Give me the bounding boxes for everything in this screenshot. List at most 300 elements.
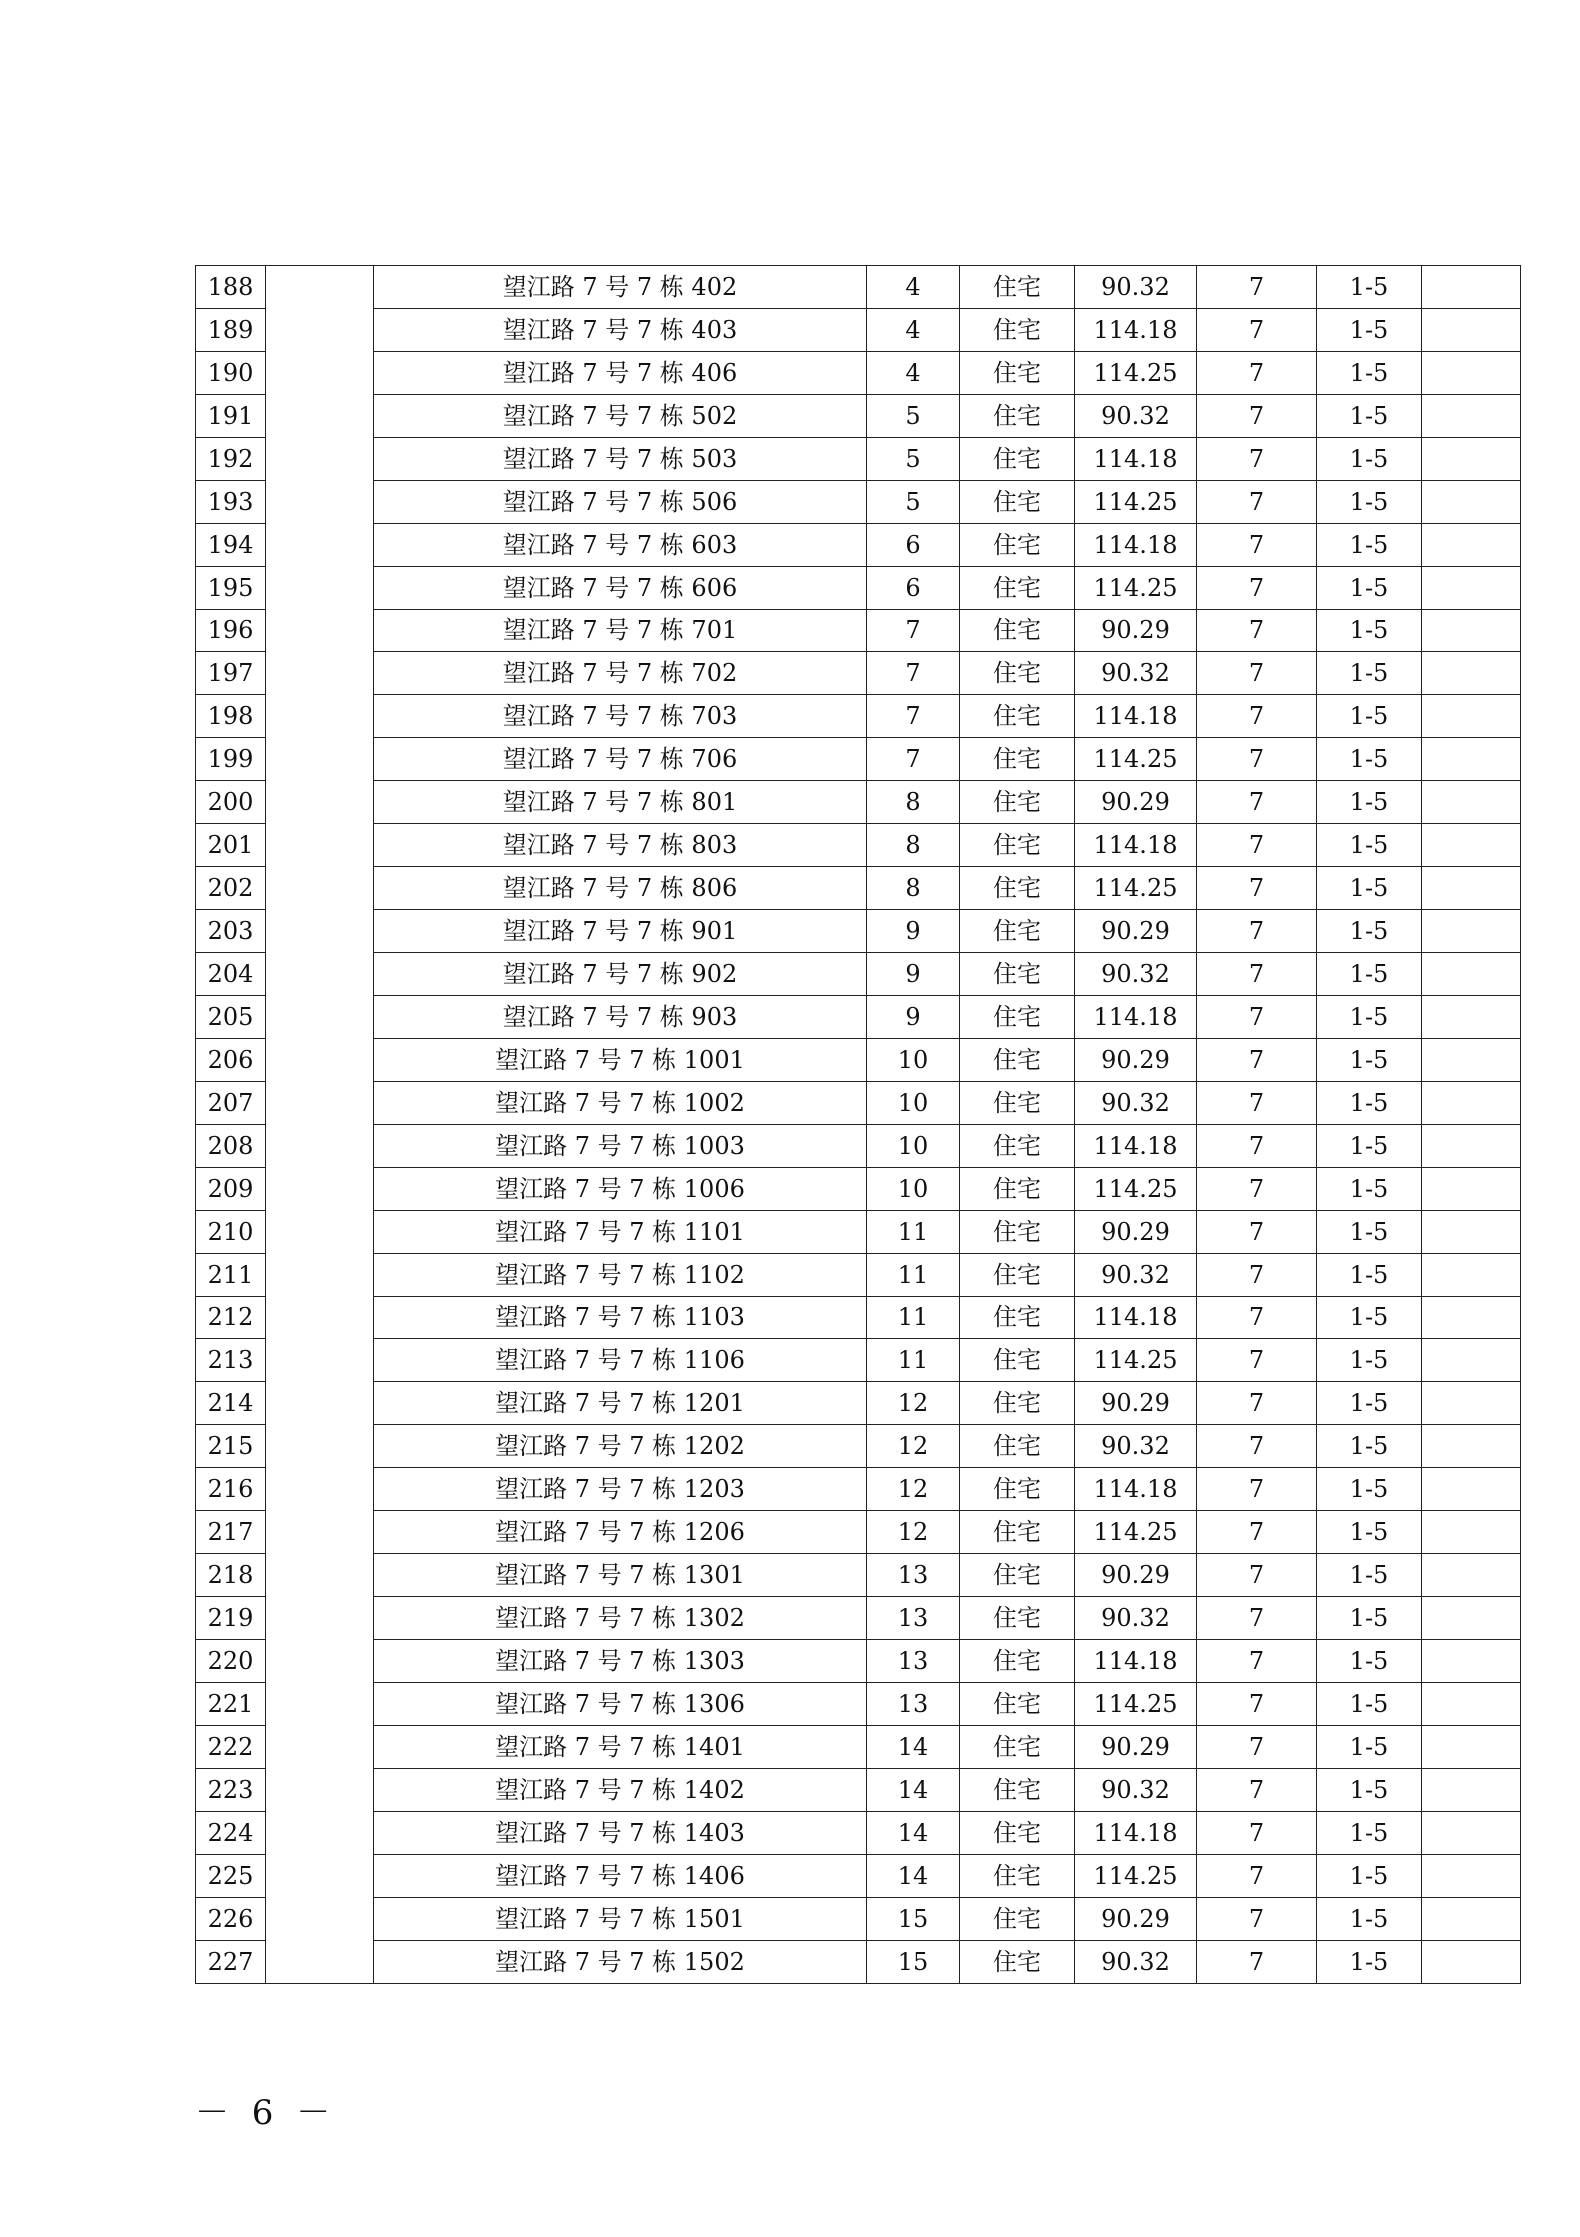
table-row bbox=[196, 1725, 1521, 1768]
remark-cell bbox=[1422, 351, 1521, 394]
range-cell: 1-5 bbox=[1317, 1253, 1422, 1296]
range-cell: 1-5 bbox=[1317, 1725, 1422, 1768]
row-number-cell: 190 bbox=[196, 351, 266, 394]
row-number-cell: 226 bbox=[196, 1897, 266, 1940]
area-cell: 114.18 bbox=[1075, 523, 1197, 566]
address-cell: 望江路 7 号 7 栋 702 bbox=[374, 652, 867, 695]
row-number-cell: 195 bbox=[196, 566, 266, 609]
remark-cell bbox=[1422, 1081, 1521, 1124]
address-cell: 望江路 7 号 7 栋 1103 bbox=[374, 1296, 867, 1339]
floor-cell: 7 bbox=[867, 609, 960, 652]
use-cell: 住宅 bbox=[960, 1081, 1075, 1124]
floor-cell: 8 bbox=[867, 781, 960, 824]
count-cell: 7 bbox=[1197, 1382, 1317, 1425]
use-cell: 住宅 bbox=[960, 1339, 1075, 1382]
range-cell: 1-5 bbox=[1317, 1167, 1422, 1210]
remark-cell bbox=[1422, 995, 1521, 1038]
address-cell: 望江路 7 号 7 栋 1203 bbox=[374, 1468, 867, 1511]
floor-cell: 11 bbox=[867, 1210, 960, 1253]
range-cell: 1-5 bbox=[1317, 1682, 1422, 1725]
count-cell: 7 bbox=[1197, 351, 1317, 394]
use-cell: 住宅 bbox=[960, 308, 1075, 351]
address-cell: 望江路 7 号 7 栋 403 bbox=[374, 308, 867, 351]
table-row bbox=[196, 566, 1521, 609]
count-cell: 7 bbox=[1197, 1124, 1317, 1167]
row-number-cell: 198 bbox=[196, 695, 266, 738]
range-cell: 1-5 bbox=[1317, 738, 1422, 781]
table-row bbox=[196, 910, 1521, 953]
remark-cell bbox=[1422, 1940, 1521, 1983]
table-row bbox=[196, 394, 1521, 437]
count-cell: 7 bbox=[1197, 1682, 1317, 1725]
area-cell: 90.32 bbox=[1075, 1253, 1197, 1296]
table-row bbox=[196, 1124, 1521, 1167]
count-cell: 7 bbox=[1197, 995, 1317, 1038]
count-cell: 7 bbox=[1197, 523, 1317, 566]
table-row bbox=[196, 480, 1521, 523]
remark-cell bbox=[1422, 824, 1521, 867]
use-cell: 住宅 bbox=[960, 1682, 1075, 1725]
row-number-cell: 207 bbox=[196, 1081, 266, 1124]
count-cell: 7 bbox=[1197, 1940, 1317, 1983]
count-cell: 7 bbox=[1197, 910, 1317, 953]
address-cell: 望江路 7 号 7 栋 1406 bbox=[374, 1854, 867, 1897]
use-cell: 住宅 bbox=[960, 867, 1075, 910]
use-cell: 住宅 bbox=[960, 1640, 1075, 1683]
table-row bbox=[196, 1210, 1521, 1253]
remark-cell bbox=[1422, 910, 1521, 953]
use-cell: 住宅 bbox=[960, 738, 1075, 781]
area-cell: 90.32 bbox=[1075, 1597, 1197, 1640]
remark-cell bbox=[1422, 1640, 1521, 1683]
floor-cell: 7 bbox=[867, 738, 960, 781]
table-row bbox=[196, 1597, 1521, 1640]
table-row bbox=[196, 609, 1521, 652]
floor-cell: 11 bbox=[867, 1339, 960, 1382]
range-cell: 1-5 bbox=[1317, 351, 1422, 394]
row-number-cell: 200 bbox=[196, 781, 266, 824]
count-cell: 7 bbox=[1197, 953, 1317, 996]
area-cell: 114.18 bbox=[1075, 437, 1197, 480]
row-number-cell: 224 bbox=[196, 1811, 266, 1854]
address-cell: 望江路 7 号 7 栋 803 bbox=[374, 824, 867, 867]
table-row bbox=[196, 1511, 1521, 1554]
floor-cell: 10 bbox=[867, 1081, 960, 1124]
row-number-cell: 208 bbox=[196, 1124, 266, 1167]
range-cell: 1-5 bbox=[1317, 609, 1422, 652]
range-cell: 1-5 bbox=[1317, 824, 1422, 867]
count-cell: 7 bbox=[1197, 308, 1317, 351]
row-number-cell: 204 bbox=[196, 953, 266, 996]
remark-cell bbox=[1422, 1124, 1521, 1167]
table-row bbox=[196, 1640, 1521, 1683]
row-number-cell: 221 bbox=[196, 1682, 266, 1725]
use-cell: 住宅 bbox=[960, 351, 1075, 394]
range-cell: 1-5 bbox=[1317, 1854, 1422, 1897]
floor-cell: 8 bbox=[867, 824, 960, 867]
address-cell: 望江路 7 号 7 栋 1201 bbox=[374, 1382, 867, 1425]
floor-cell: 5 bbox=[867, 480, 960, 523]
remark-cell bbox=[1422, 566, 1521, 609]
table-row bbox=[196, 1296, 1521, 1339]
count-cell: 7 bbox=[1197, 437, 1317, 480]
floor-cell: 13 bbox=[867, 1554, 960, 1597]
use-cell: 住宅 bbox=[960, 695, 1075, 738]
count-cell: 7 bbox=[1197, 1210, 1317, 1253]
range-cell: 1-5 bbox=[1317, 1210, 1422, 1253]
range-cell: 1-5 bbox=[1317, 1640, 1422, 1683]
table-row bbox=[196, 738, 1521, 781]
row-number-cell: 220 bbox=[196, 1640, 266, 1683]
area-cell: 114.25 bbox=[1075, 566, 1197, 609]
area-cell: 114.18 bbox=[1075, 824, 1197, 867]
floor-cell: 6 bbox=[867, 523, 960, 566]
range-cell: 1-5 bbox=[1317, 1554, 1422, 1597]
row-number-cell: 197 bbox=[196, 652, 266, 695]
area-cell: 90.32 bbox=[1075, 1768, 1197, 1811]
area-cell: 114.25 bbox=[1075, 1511, 1197, 1554]
table-row bbox=[196, 1940, 1521, 1983]
use-cell: 住宅 bbox=[960, 652, 1075, 695]
table-row bbox=[196, 437, 1521, 480]
table-row bbox=[196, 308, 1521, 351]
remark-cell bbox=[1422, 1854, 1521, 1897]
floor-cell: 15 bbox=[867, 1897, 960, 1940]
count-cell: 7 bbox=[1197, 867, 1317, 910]
floor-cell: 9 bbox=[867, 953, 960, 996]
count-cell: 7 bbox=[1197, 1296, 1317, 1339]
area-cell: 114.25 bbox=[1075, 480, 1197, 523]
page-number: － 6 － bbox=[195, 2093, 337, 2133]
remark-cell bbox=[1422, 1038, 1521, 1081]
area-cell: 90.29 bbox=[1075, 1382, 1197, 1425]
address-cell: 望江路 7 号 7 栋 1302 bbox=[374, 1597, 867, 1640]
area-cell: 90.32 bbox=[1075, 1425, 1197, 1468]
count-cell: 7 bbox=[1197, 394, 1317, 437]
row-number-cell: 191 bbox=[196, 394, 266, 437]
floor-cell: 10 bbox=[867, 1038, 960, 1081]
row-number-cell: 212 bbox=[196, 1296, 266, 1339]
row-number-cell: 199 bbox=[196, 738, 266, 781]
count-cell: 7 bbox=[1197, 480, 1317, 523]
floor-cell: 14 bbox=[867, 1725, 960, 1768]
count-cell: 7 bbox=[1197, 1038, 1317, 1081]
area-cell: 114.18 bbox=[1075, 995, 1197, 1038]
address-cell: 望江路 7 号 7 栋 901 bbox=[374, 910, 867, 953]
remark-cell bbox=[1422, 480, 1521, 523]
range-cell: 1-5 bbox=[1317, 1511, 1422, 1554]
remark-cell bbox=[1422, 394, 1521, 437]
floor-cell: 12 bbox=[867, 1382, 960, 1425]
floor-cell: 13 bbox=[867, 1682, 960, 1725]
row-number-cell: 211 bbox=[196, 1253, 266, 1296]
remark-cell bbox=[1422, 1296, 1521, 1339]
row-number-cell: 214 bbox=[196, 1382, 266, 1425]
table-row bbox=[196, 1081, 1521, 1124]
range-cell: 1-5 bbox=[1317, 1768, 1422, 1811]
range-cell: 1-5 bbox=[1317, 1468, 1422, 1511]
floor-cell: 11 bbox=[867, 1296, 960, 1339]
address-cell: 望江路 7 号 7 栋 1001 bbox=[374, 1038, 867, 1081]
address-cell: 望江路 7 号 7 栋 603 bbox=[374, 523, 867, 566]
range-cell: 1-5 bbox=[1317, 1296, 1422, 1339]
use-cell: 住宅 bbox=[960, 480, 1075, 523]
row-number-cell: 219 bbox=[196, 1597, 266, 1640]
address-cell: 望江路 7 号 7 栋 502 bbox=[374, 394, 867, 437]
area-cell: 114.18 bbox=[1075, 1124, 1197, 1167]
count-cell: 7 bbox=[1197, 1597, 1317, 1640]
table-row bbox=[196, 1682, 1521, 1725]
remark-cell bbox=[1422, 1468, 1521, 1511]
row-number-cell: 193 bbox=[196, 480, 266, 523]
floor-cell: 7 bbox=[867, 695, 960, 738]
use-cell: 住宅 bbox=[960, 1725, 1075, 1768]
address-cell: 望江路 7 号 7 栋 706 bbox=[374, 738, 867, 781]
remark-cell bbox=[1422, 1768, 1521, 1811]
floor-cell: 13 bbox=[867, 1640, 960, 1683]
area-cell: 90.29 bbox=[1075, 1897, 1197, 1940]
area-cell: 90.32 bbox=[1075, 953, 1197, 996]
use-cell: 住宅 bbox=[960, 1382, 1075, 1425]
address-cell: 望江路 7 号 7 栋 1202 bbox=[374, 1425, 867, 1468]
area-cell: 114.18 bbox=[1075, 1811, 1197, 1854]
count-cell: 7 bbox=[1197, 824, 1317, 867]
address-cell: 望江路 7 号 7 栋 606 bbox=[374, 566, 867, 609]
use-cell: 住宅 bbox=[960, 1167, 1075, 1210]
table-row bbox=[196, 652, 1521, 695]
area-cell: 114.25 bbox=[1075, 1682, 1197, 1725]
range-cell: 1-5 bbox=[1317, 394, 1422, 437]
row-number-cell: 203 bbox=[196, 910, 266, 953]
count-cell: 7 bbox=[1197, 1768, 1317, 1811]
floor-cell: 4 bbox=[867, 308, 960, 351]
area-cell: 114.18 bbox=[1075, 695, 1197, 738]
count-cell: 7 bbox=[1197, 1554, 1317, 1597]
area-cell: 114.18 bbox=[1075, 1296, 1197, 1339]
row-number-cell: 210 bbox=[196, 1210, 266, 1253]
table-row bbox=[196, 1382, 1521, 1425]
area-cell: 90.29 bbox=[1075, 609, 1197, 652]
floor-cell: 12 bbox=[867, 1425, 960, 1468]
remark-cell bbox=[1422, 1811, 1521, 1854]
table-row bbox=[196, 1554, 1521, 1597]
floor-cell: 14 bbox=[867, 1768, 960, 1811]
row-number-cell: 223 bbox=[196, 1768, 266, 1811]
address-cell: 望江路 7 号 7 栋 1101 bbox=[374, 1210, 867, 1253]
count-cell: 7 bbox=[1197, 738, 1317, 781]
address-cell: 望江路 7 号 7 栋 1502 bbox=[374, 1940, 867, 1983]
area-cell: 114.25 bbox=[1075, 351, 1197, 394]
count-cell: 7 bbox=[1197, 695, 1317, 738]
table-row bbox=[196, 1167, 1521, 1210]
table-row bbox=[196, 1811, 1521, 1854]
use-cell: 住宅 bbox=[960, 910, 1075, 953]
table-row bbox=[196, 995, 1521, 1038]
address-cell: 望江路 7 号 7 栋 1102 bbox=[374, 1253, 867, 1296]
use-cell: 住宅 bbox=[960, 781, 1075, 824]
use-cell: 住宅 bbox=[960, 609, 1075, 652]
remark-cell bbox=[1422, 308, 1521, 351]
area-cell: 114.25 bbox=[1075, 867, 1197, 910]
remark-cell bbox=[1422, 523, 1521, 566]
range-cell: 1-5 bbox=[1317, 1038, 1422, 1081]
address-cell: 望江路 7 号 7 栋 1006 bbox=[374, 1167, 867, 1210]
use-cell: 住宅 bbox=[960, 1854, 1075, 1897]
table-row bbox=[196, 867, 1521, 910]
remark-cell bbox=[1422, 437, 1521, 480]
count-cell: 7 bbox=[1197, 1253, 1317, 1296]
count-cell: 7 bbox=[1197, 1897, 1317, 1940]
range-cell: 1-5 bbox=[1317, 910, 1422, 953]
table-row bbox=[196, 351, 1521, 394]
use-cell: 住宅 bbox=[960, 566, 1075, 609]
count-cell: 7 bbox=[1197, 1854, 1317, 1897]
area-cell: 90.32 bbox=[1075, 1940, 1197, 1983]
remark-cell bbox=[1422, 1597, 1521, 1640]
address-cell: 望江路 7 号 7 栋 1403 bbox=[374, 1811, 867, 1854]
table-row bbox=[196, 1253, 1521, 1296]
remark-cell bbox=[1422, 1253, 1521, 1296]
range-cell: 1-5 bbox=[1317, 566, 1422, 609]
row-number-cell: 194 bbox=[196, 523, 266, 566]
area-cell: 90.32 bbox=[1075, 266, 1197, 309]
row-number-cell: 205 bbox=[196, 995, 266, 1038]
remark-cell bbox=[1422, 867, 1521, 910]
address-cell: 望江路 7 号 7 栋 801 bbox=[374, 781, 867, 824]
floor-cell: 13 bbox=[867, 1597, 960, 1640]
remark-cell bbox=[1422, 1167, 1521, 1210]
address-cell: 望江路 7 号 7 栋 503 bbox=[374, 437, 867, 480]
address-cell: 望江路 7 号 7 栋 902 bbox=[374, 953, 867, 996]
table-row bbox=[196, 1038, 1521, 1081]
row-number-cell: 215 bbox=[196, 1425, 266, 1468]
remark-cell bbox=[1422, 1382, 1521, 1425]
area-cell: 114.25 bbox=[1075, 738, 1197, 781]
use-cell: 住宅 bbox=[960, 1296, 1075, 1339]
row-number-cell: 196 bbox=[196, 609, 266, 652]
use-cell: 住宅 bbox=[960, 1038, 1075, 1081]
range-cell: 1-5 bbox=[1317, 1940, 1422, 1983]
use-cell: 住宅 bbox=[960, 1940, 1075, 1983]
range-cell: 1-5 bbox=[1317, 695, 1422, 738]
range-cell: 1-5 bbox=[1317, 1425, 1422, 1468]
range-cell: 1-5 bbox=[1317, 1081, 1422, 1124]
floor-cell: 9 bbox=[867, 995, 960, 1038]
use-cell: 住宅 bbox=[960, 266, 1075, 309]
floor-cell: 11 bbox=[867, 1253, 960, 1296]
use-cell: 住宅 bbox=[960, 953, 1075, 996]
floor-cell: 15 bbox=[867, 1940, 960, 1983]
address-cell: 望江路 7 号 7 栋 402 bbox=[374, 266, 867, 309]
range-cell: 1-5 bbox=[1317, 523, 1422, 566]
area-cell: 114.18 bbox=[1075, 308, 1197, 351]
table-row bbox=[196, 1897, 1521, 1940]
range-cell: 1-5 bbox=[1317, 1897, 1422, 1940]
use-cell: 住宅 bbox=[960, 1210, 1075, 1253]
group-cell bbox=[266, 266, 374, 1984]
floor-cell: 4 bbox=[867, 351, 960, 394]
row-number-cell: 189 bbox=[196, 308, 266, 351]
use-cell: 住宅 bbox=[960, 1768, 1075, 1811]
count-cell: 7 bbox=[1197, 1468, 1317, 1511]
area-cell: 114.25 bbox=[1075, 1167, 1197, 1210]
use-cell: 住宅 bbox=[960, 1468, 1075, 1511]
address-cell: 望江路 7 号 7 栋 1401 bbox=[374, 1725, 867, 1768]
use-cell: 住宅 bbox=[960, 523, 1075, 566]
address-cell: 望江路 7 号 7 栋 1402 bbox=[374, 1768, 867, 1811]
area-cell: 90.32 bbox=[1075, 394, 1197, 437]
area-cell: 90.29 bbox=[1075, 910, 1197, 953]
floor-cell: 4 bbox=[867, 266, 960, 309]
area-cell: 90.32 bbox=[1075, 1081, 1197, 1124]
count-cell: 7 bbox=[1197, 566, 1317, 609]
remark-cell bbox=[1422, 1425, 1521, 1468]
area-cell: 114.25 bbox=[1075, 1339, 1197, 1382]
count-cell: 7 bbox=[1197, 1640, 1317, 1683]
range-cell: 1-5 bbox=[1317, 1597, 1422, 1640]
floor-cell: 12 bbox=[867, 1511, 960, 1554]
use-cell: 住宅 bbox=[960, 1425, 1075, 1468]
use-cell: 住宅 bbox=[960, 1253, 1075, 1296]
remark-cell bbox=[1422, 266, 1521, 309]
address-cell: 望江路 7 号 7 栋 506 bbox=[374, 480, 867, 523]
address-cell: 望江路 7 号 7 栋 1303 bbox=[374, 1640, 867, 1683]
remark-cell bbox=[1422, 1339, 1521, 1382]
remark-cell bbox=[1422, 1554, 1521, 1597]
table-row bbox=[196, 953, 1521, 996]
range-cell: 1-5 bbox=[1317, 995, 1422, 1038]
area-cell: 90.29 bbox=[1075, 781, 1197, 824]
range-cell: 1-5 bbox=[1317, 867, 1422, 910]
range-cell: 1-5 bbox=[1317, 652, 1422, 695]
use-cell: 住宅 bbox=[960, 824, 1075, 867]
count-cell: 7 bbox=[1197, 1339, 1317, 1382]
area-cell: 90.29 bbox=[1075, 1038, 1197, 1081]
area-cell: 114.18 bbox=[1075, 1640, 1197, 1683]
address-cell: 望江路 7 号 7 栋 703 bbox=[374, 695, 867, 738]
area-cell: 90.32 bbox=[1075, 652, 1197, 695]
table-row bbox=[196, 1854, 1521, 1897]
count-cell: 7 bbox=[1197, 1725, 1317, 1768]
range-cell: 1-5 bbox=[1317, 437, 1422, 480]
area-cell: 90.29 bbox=[1075, 1554, 1197, 1597]
use-cell: 住宅 bbox=[960, 1897, 1075, 1940]
area-cell: 90.29 bbox=[1075, 1725, 1197, 1768]
table-row bbox=[196, 1339, 1521, 1382]
remark-cell bbox=[1422, 1210, 1521, 1253]
floor-cell: 5 bbox=[867, 437, 960, 480]
count-cell: 7 bbox=[1197, 266, 1317, 309]
row-number-cell: 192 bbox=[196, 437, 266, 480]
address-cell: 望江路 7 号 7 栋 1501 bbox=[374, 1897, 867, 1940]
row-number-cell: 222 bbox=[196, 1725, 266, 1768]
address-cell: 望江路 7 号 7 栋 806 bbox=[374, 867, 867, 910]
row-number-cell: 216 bbox=[196, 1468, 266, 1511]
range-cell: 1-5 bbox=[1317, 1339, 1422, 1382]
use-cell: 住宅 bbox=[960, 394, 1075, 437]
count-cell: 7 bbox=[1197, 1167, 1317, 1210]
area-cell: 90.29 bbox=[1075, 1210, 1197, 1253]
floor-cell: 9 bbox=[867, 910, 960, 953]
count-cell: 7 bbox=[1197, 1081, 1317, 1124]
use-cell: 住宅 bbox=[960, 1597, 1075, 1640]
count-cell: 7 bbox=[1197, 1811, 1317, 1854]
row-number-cell: 227 bbox=[196, 1940, 266, 1983]
use-cell: 住宅 bbox=[960, 1124, 1075, 1167]
floor-cell: 12 bbox=[867, 1468, 960, 1511]
remark-cell bbox=[1422, 609, 1521, 652]
table-row bbox=[196, 824, 1521, 867]
